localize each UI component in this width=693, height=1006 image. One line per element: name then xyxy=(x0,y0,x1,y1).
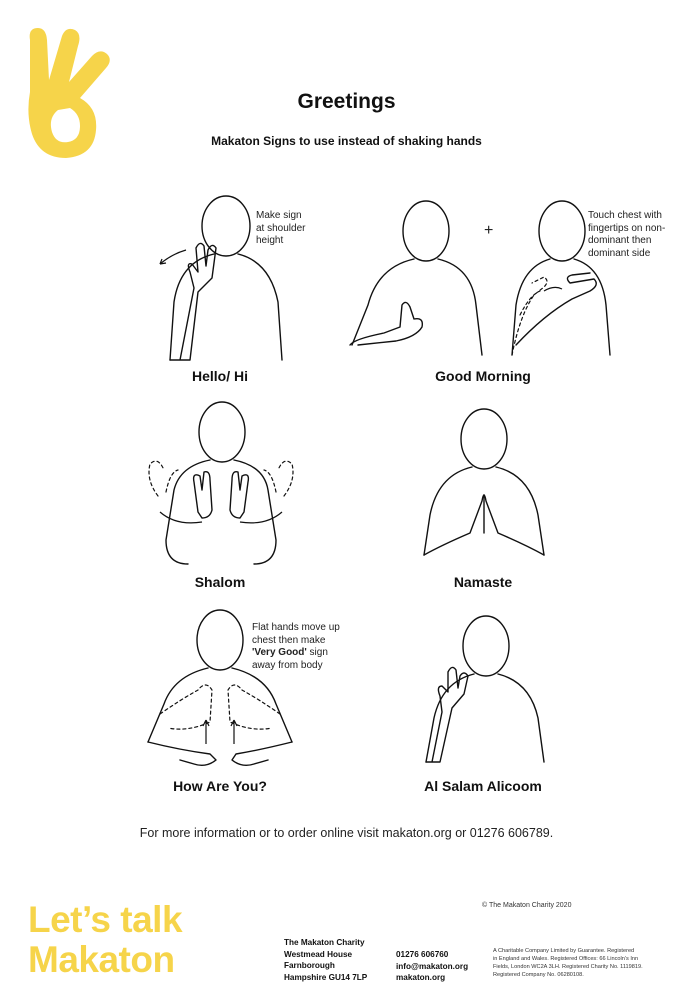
good-morning-label: Good Morning xyxy=(435,368,531,384)
plus-symbol: + xyxy=(484,222,494,239)
good-morning-sign-illustration xyxy=(344,195,614,365)
brand-line-1: Let’s talk xyxy=(28,899,183,940)
charity-address: The Makaton Charity Westmead House Farnborough Hampshire GU14 7LP xyxy=(284,938,368,982)
how-are-you-note: Flat hands move up chest then make 'Very Good' sign away from body xyxy=(252,622,340,671)
copyright-text: © The Makaton Charity 2020 xyxy=(482,902,572,909)
website-link[interactable]: makaton.org xyxy=(396,973,446,982)
shalom-label: Shalom xyxy=(194,574,246,590)
page-subtitle: Makaton Signs to use instead of shaking hands xyxy=(211,134,482,148)
phone-number: 01276 606760 xyxy=(396,950,449,959)
more-info-text: For more information or to order online visit makaton.org or 01276 606789. xyxy=(139,826,554,840)
page-title: Greetings xyxy=(297,90,396,113)
legal-text: A Charitable Company Limited by Guarantee. Registered in England and Wales. Registered Offices: 66 Lincoln’s Inn Fields, London WC2A 3LH. Registered Charity No. 1119819. Registered Company No. 06280108. xyxy=(493,948,643,978)
namaste-label: Namaste xyxy=(453,574,513,590)
how-are-you-label: How Are You? xyxy=(173,778,267,794)
al-salam-alicoom-sign-illustration xyxy=(412,612,562,772)
charity-contact xyxy=(396,949,468,984)
hello-label: Hello/ Hi xyxy=(191,368,248,384)
lets-talk-makaton-brand xyxy=(28,900,182,980)
namaste-sign-illustration xyxy=(412,405,562,565)
brand-line-2: Makaton xyxy=(28,939,175,980)
hello-note: Make sign at shoulder height xyxy=(256,210,306,246)
email-link[interactable]: info@makaton.org xyxy=(396,961,469,971)
good-morning-note: Touch chest with fingertips on non- dominant then dominant side xyxy=(588,210,666,259)
shalom-sign-illustration xyxy=(136,400,306,570)
al-salam-alicoom-label: Al Salam Alicoom xyxy=(424,778,542,794)
